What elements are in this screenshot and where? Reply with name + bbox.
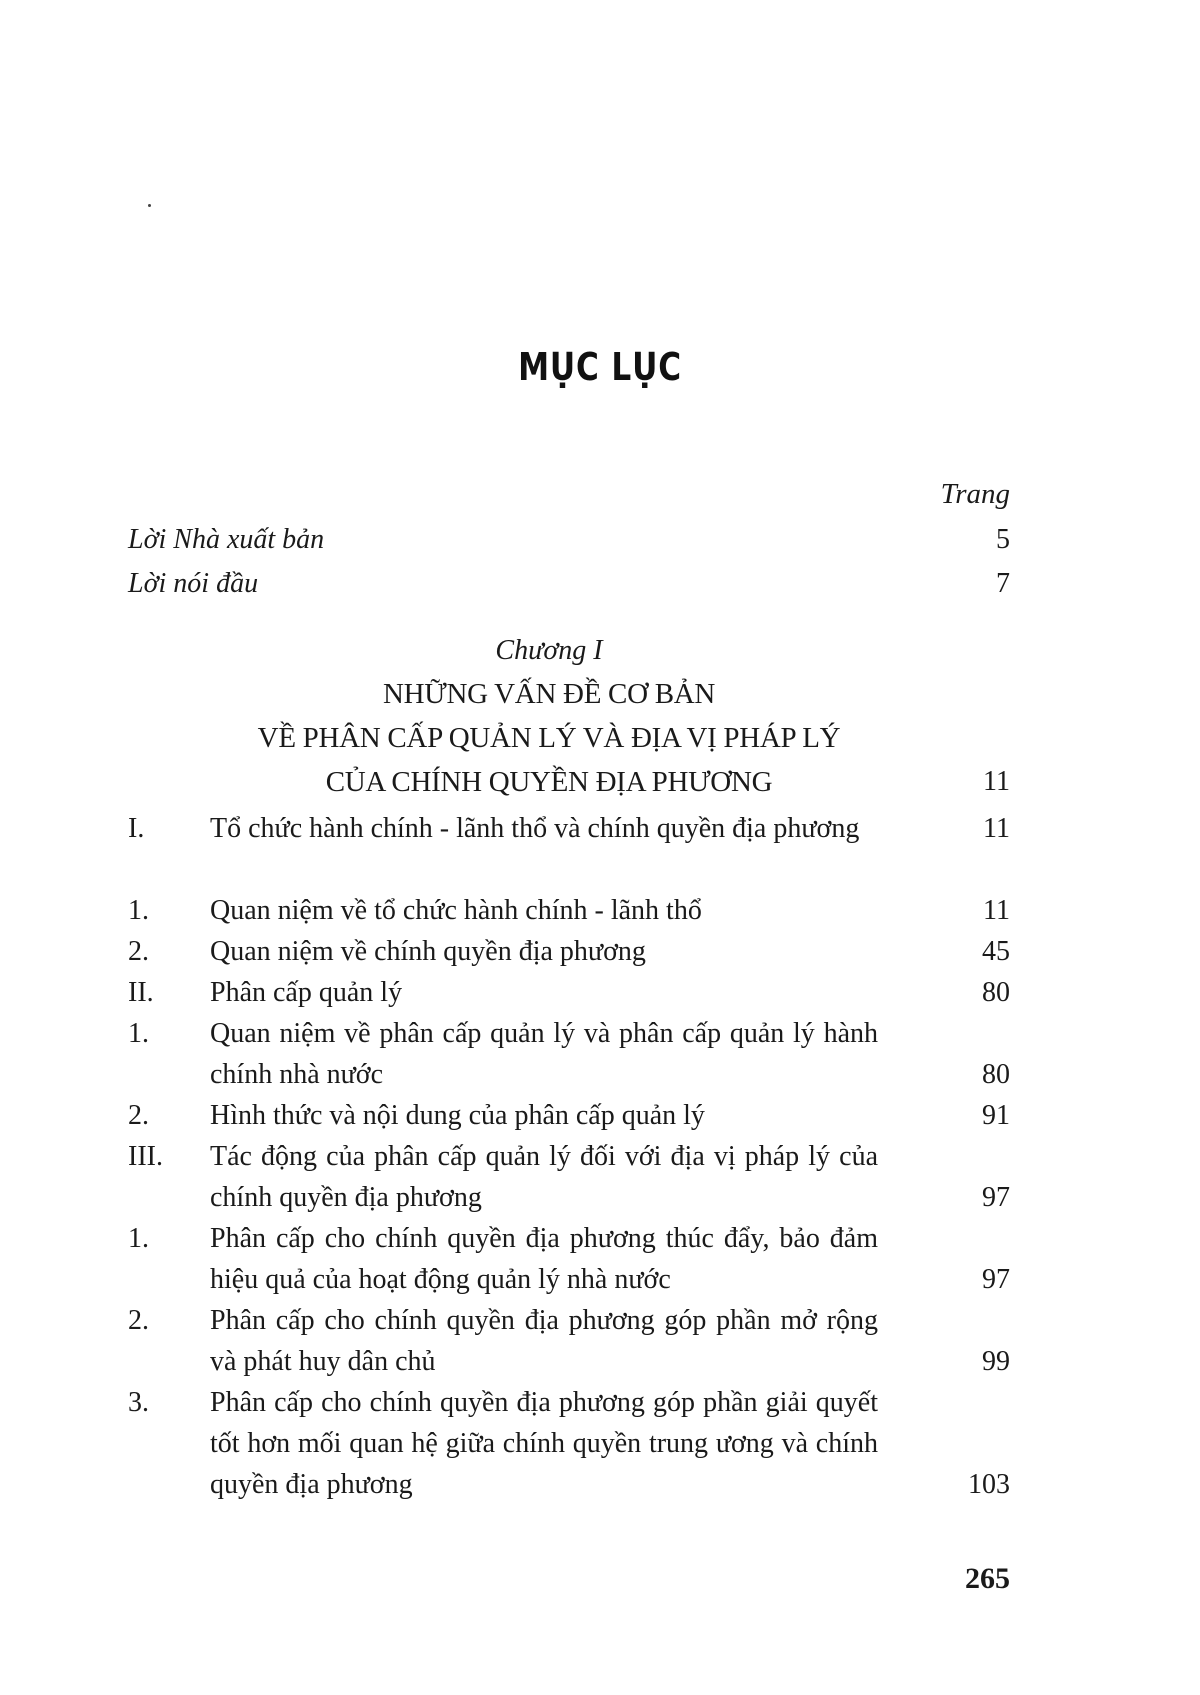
toc-entry-label: Lời Nhà xuất bản	[128, 524, 325, 555]
toc-item-number: 1.	[128, 1018, 149, 1049]
toc-item-text: Quan niệm về tổ chức hành chính - lãnh thổ	[210, 895, 702, 926]
chapter-title-line: CỦA CHÍNH QUYỀN ĐỊA PHƯƠNG	[325, 766, 773, 798]
toc-item-text: Quan niệm về chính quyền địa phương	[210, 936, 646, 967]
footer-page-number: 265	[965, 1562, 1010, 1595]
toc-item-text: Quan niệm về phân cấp quản lý và phân cấp quản lý hành chính nhà nước	[210, 1018, 878, 1090]
toc-item-number: 2.	[128, 936, 149, 967]
toc-entry-publisher-note[interactable]	[128, 519, 1010, 560]
toc-item-number: 2.	[128, 1100, 149, 1131]
toc-item[interactable]	[128, 890, 1010, 931]
toc-item-number: 1.	[128, 895, 149, 926]
toc-item-page: 11	[983, 895, 1010, 926]
toc-item[interactable]	[128, 972, 1010, 1013]
toc-item[interactable]	[128, 1136, 1010, 1218]
toc-item-page: 103	[968, 1469, 1010, 1500]
toc-item[interactable]	[128, 808, 1010, 849]
toc-item-number: III.	[128, 1141, 163, 1172]
toc-item-page: 91	[982, 1100, 1010, 1131]
toc-item-page: 11	[983, 813, 1010, 844]
toc-item-text: Phân cấp cho chính quyền địa phương thúc đẩy, bảo đảm hiệu quả của hoạt động quản lý nhà nước	[210, 1223, 878, 1295]
toc-item-number: 2.	[128, 1305, 149, 1336]
toc-entry-page: 5	[996, 524, 1010, 555]
toc-item-page: 45	[982, 936, 1010, 967]
toc-item-text: Phân cấp cho chính quyền địa phương góp phần mở rộng và phát huy dân chủ	[210, 1305, 878, 1377]
toc-item[interactable]	[128, 931, 1010, 972]
toc-item-page: 80	[982, 1059, 1010, 1090]
toc-item[interactable]	[128, 1300, 1010, 1382]
toc-item[interactable]	[128, 1013, 1010, 1095]
chapter-page-number: 11	[983, 766, 1010, 797]
toc-item-number: 3.	[128, 1387, 149, 1418]
toc-item-text: Hình thức và nội dung của phân cấp quản lý	[210, 1100, 705, 1131]
toc-item-text: Phân cấp quản lý	[210, 977, 403, 1008]
toc-entry-page: 7	[996, 568, 1010, 599]
page-title: MỤC LỤC	[518, 345, 682, 389]
toc-item-number: II.	[128, 977, 154, 1008]
toc-item-number: I.	[128, 813, 145, 844]
chapter-heading[interactable]	[128, 630, 1010, 804]
toc-entry-preface[interactable]	[128, 563, 1010, 604]
chapter-title-line: VỀ PHÂN CẤP QUẢN LÝ VÀ ĐỊA VỊ PHÁP LÝ	[257, 722, 841, 754]
chapter-title-line: NHỮNG VẤN ĐỀ CƠ BẢN	[382, 678, 716, 710]
toc-item-text: Tác động của phân cấp quản lý đối với địa vị pháp lý của chính quyền địa phương	[210, 1141, 878, 1213]
scan-speck	[148, 204, 151, 207]
toc-item-page: 97	[982, 1264, 1010, 1295]
toc-item-text: Phân cấp cho chính quyền địa phương góp phần giải quyết tốt hơn mối quan hệ giữa chính quyền trung ương và chính quyền địa phương	[210, 1387, 878, 1500]
chapter-label: Chương I	[495, 635, 603, 666]
toc-item-text: Tổ chức hành chính - lãnh thổ và chính quyền địa phương	[210, 813, 860, 844]
toc-item-page: 99	[982, 1346, 1010, 1377]
toc-item[interactable]	[128, 1095, 1010, 1136]
toc-item[interactable]	[128, 1218, 1010, 1300]
page-column-header: Trang	[940, 478, 1010, 510]
toc-item-number: 1.	[128, 1223, 149, 1254]
toc-item[interactable]	[128, 1382, 1010, 1505]
toc-item-page: 80	[982, 977, 1010, 1008]
toc-entry-label: Lời nói đầu	[128, 568, 259, 599]
toc-item-page: 97	[982, 1182, 1010, 1213]
